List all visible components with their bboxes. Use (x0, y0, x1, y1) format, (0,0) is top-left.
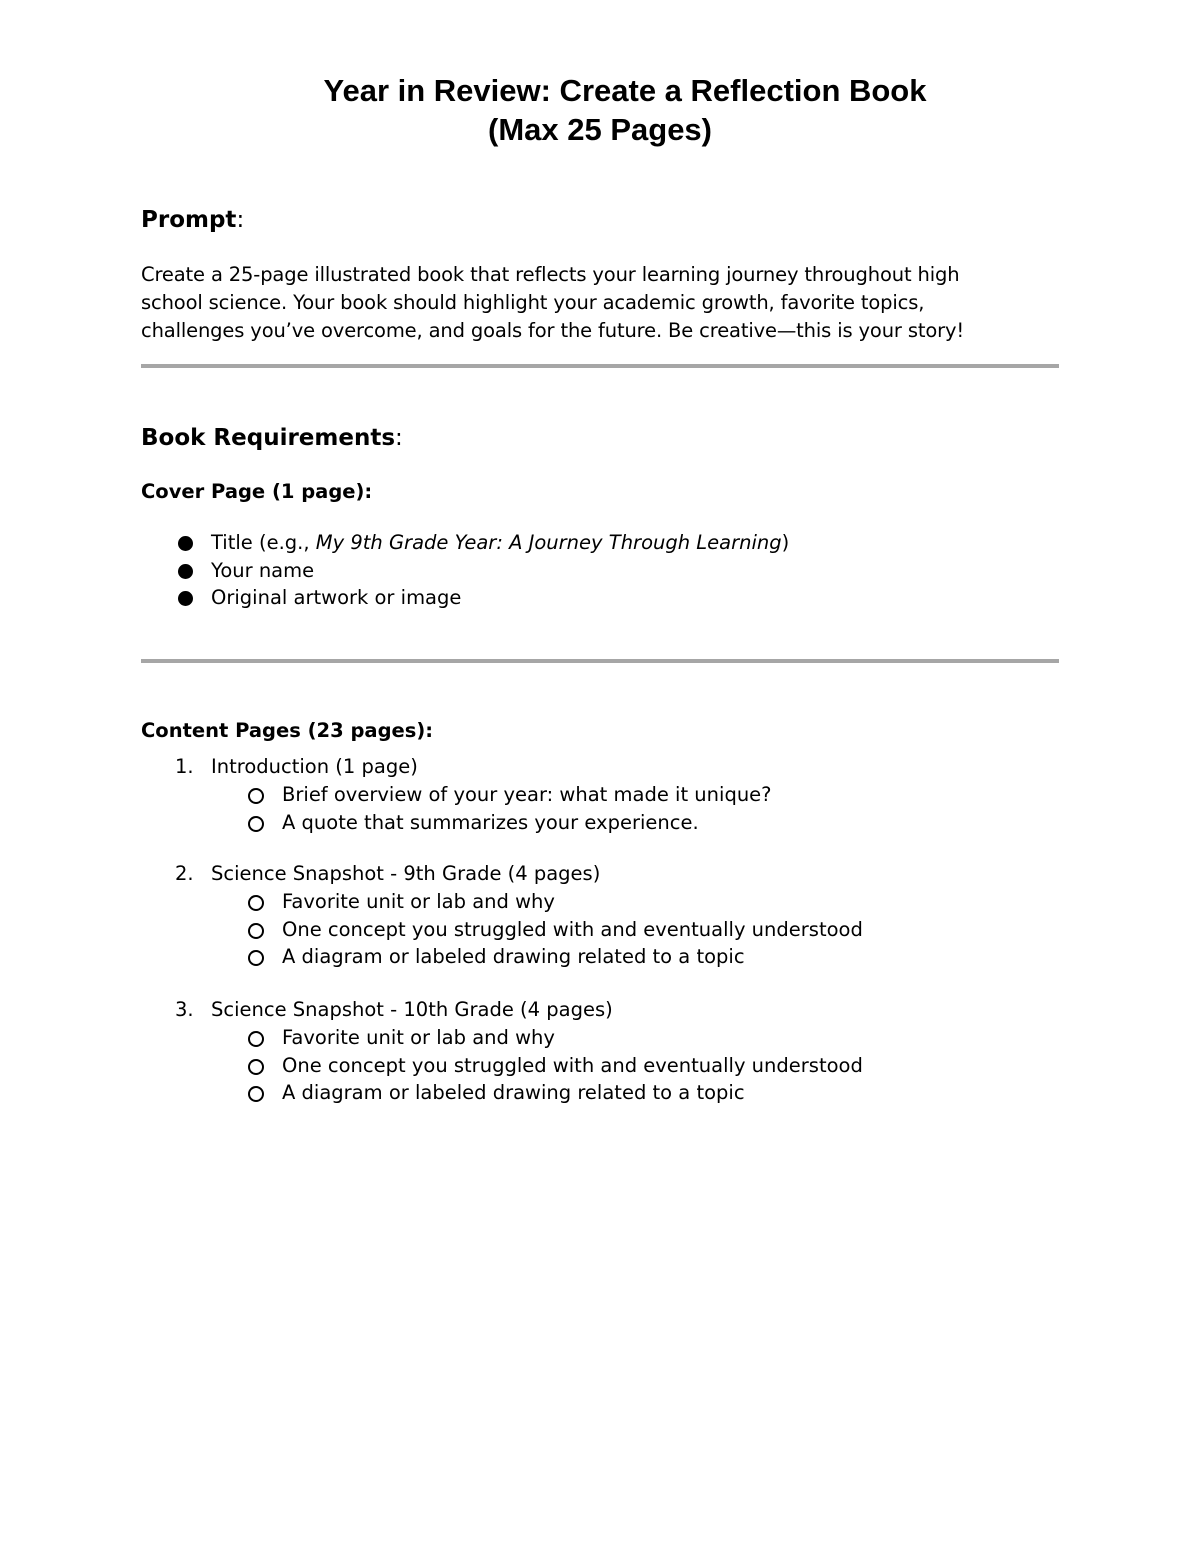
section-label: Science Snapshot - 10th Grade (4 pages) (211, 998, 613, 1021)
prompt-heading-colon: : (236, 207, 245, 233)
section-divider (141, 659, 1059, 663)
book-requirements-heading-text: Book Requirements (141, 425, 396, 451)
list-item (141, 1079, 863, 1107)
content-pages-heading: Content Pages (23 pages): (141, 719, 434, 742)
list-item (141, 557, 789, 585)
document-title: Year in Review: Create a Reflection Book (323, 73, 927, 108)
prompt-heading-text: Prompt (141, 207, 237, 233)
hollow-bullet-icon (248, 923, 264, 939)
bullet-icon (178, 564, 193, 579)
sub-item-text: A diagram or labeled drawing related to a topic (282, 945, 745, 968)
section-number: 3. (175, 998, 194, 1021)
cover-item-text: Original artwork or image (211, 586, 462, 609)
cover-item-text: Your name (211, 558, 315, 582)
section-number: 1. (175, 755, 194, 778)
sub-item-text: A quote that summarizes your experience. (282, 810, 699, 834)
list-item (141, 781, 772, 809)
introduction-sublist (141, 781, 772, 836)
sub-item-text: Favorite unit or lab and why (282, 1026, 555, 1049)
section-number: 2. (175, 862, 194, 885)
prompt-line-1: Create a 25-page illustrated book that reflects your learning journey throughout high (141, 263, 960, 286)
prompt-line-3: challenges you’ve overcome, and goals for the future. Be creative—this is your story! (141, 319, 965, 342)
list-item (141, 529, 789, 557)
cover-page-heading: Cover Page (1 page): (141, 480, 373, 503)
prompt-line-2: school science. Your book should highlight your academic growth, favorite topics, (141, 291, 925, 314)
section-label: Introduction (1 page) (211, 755, 418, 778)
book-requirements-heading (141, 423, 403, 453)
list-item (141, 888, 863, 916)
hollow-bullet-icon (248, 1031, 264, 1047)
book-requirements-colon: : (395, 425, 403, 451)
hollow-bullet-icon (248, 816, 264, 832)
hollow-bullet-icon (248, 895, 264, 911)
sub-item-text: A diagram or labeled drawing related to a topic (282, 1081, 745, 1104)
cover-item-suffix: ) (781, 531, 790, 554)
sub-item-text: One concept you struggled with and eventually understood (282, 1053, 863, 1077)
list-item (141, 584, 789, 612)
list-item (141, 1024, 863, 1052)
list-item (141, 916, 863, 944)
9th-grade-sublist (141, 888, 863, 971)
list-item (141, 809, 772, 837)
hollow-bullet-icon (248, 788, 264, 804)
sub-item-text: Favorite unit or lab and why (282, 890, 555, 913)
list-item (141, 943, 863, 971)
section-divider (141, 364, 1059, 368)
cover-item-example-title: My 9th Grade Year: A Journey Through Learning (315, 531, 782, 554)
hollow-bullet-icon (248, 1059, 264, 1075)
prompt-heading (141, 205, 244, 235)
document-subtitle: (Max 25 Pages) (488, 112, 712, 147)
hollow-bullet-icon (248, 1086, 264, 1102)
hollow-bullet-icon (248, 950, 264, 966)
cover-page-list (141, 529, 789, 612)
list-item (141, 1052, 863, 1080)
cover-item-prefix: Title (e.g., (211, 531, 316, 554)
section-label: Science Snapshot - 9th Grade (4 pages) (211, 862, 601, 885)
sub-item-text: One concept you struggled with and eventually understood (282, 917, 863, 941)
sub-item-text: Brief overview of your year: what made it unique? (282, 783, 772, 806)
10th-grade-sublist (141, 1024, 863, 1107)
bullet-icon (178, 536, 193, 551)
bullet-icon (178, 591, 193, 606)
